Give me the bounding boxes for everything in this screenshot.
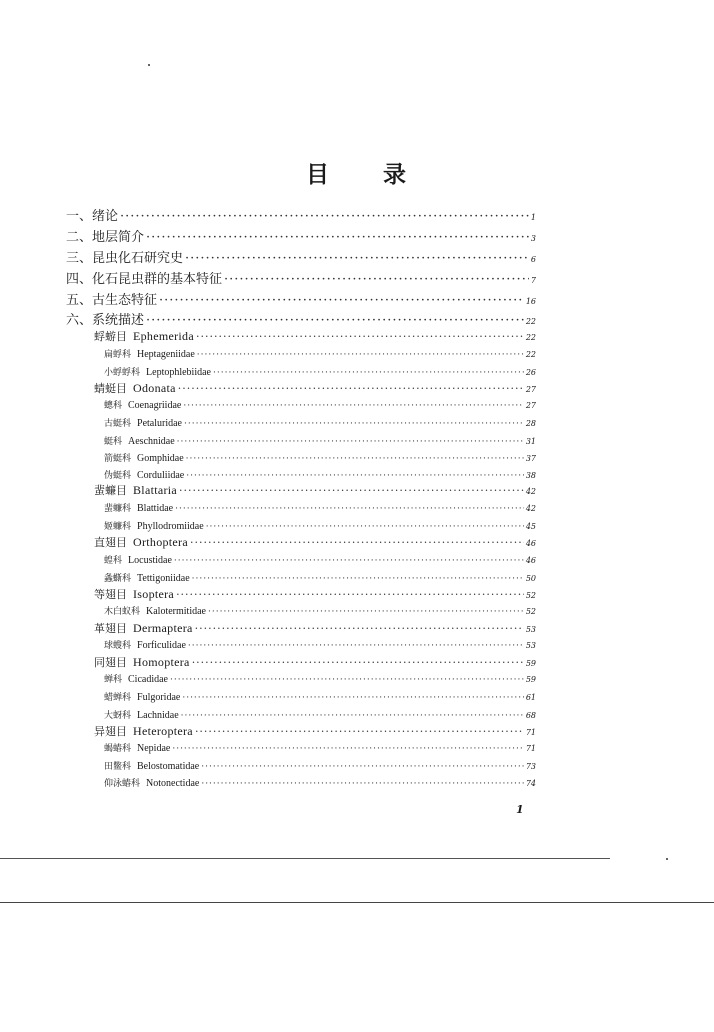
toc-page-number: 6: [530, 255, 536, 264]
toc-order-row[interactable]: [94, 534, 536, 550]
family-cn-name: 蝎蝽科: [104, 744, 132, 754]
toc-page-number: 46: [525, 556, 536, 565]
toc-family-row[interactable]: [104, 741, 536, 754]
family-cn-name: 蟌科: [104, 401, 123, 411]
family-latin-name: Blattidae: [137, 503, 174, 514]
dot-leader: [172, 744, 523, 754]
toc-section-label: 五、古生态特征: [66, 293, 158, 308]
order-latin-name: Heteroptera: [133, 724, 193, 738]
toc-order-row[interactable]: [94, 723, 536, 739]
toc-section-row[interactable]: [66, 205, 536, 224]
family-latin-name: Notonectidae: [146, 778, 200, 789]
toc-order-row[interactable]: [94, 586, 536, 602]
order-latin-name: Isoptera: [133, 587, 175, 601]
family-cn-name: 扁蜉科: [104, 350, 132, 360]
toc-page-number: 3: [530, 234, 536, 243]
toc-page-number: 59: [525, 675, 536, 684]
family-cn-name: 小蜉蜉科: [104, 368, 141, 378]
toc-page-number: 74: [525, 779, 536, 788]
toc-family-row[interactable]: [104, 604, 536, 617]
toc-family-row[interactable]: [104, 776, 536, 789]
toc-section-label: 二、地层简介: [66, 230, 145, 245]
order-latin-name: Homoptera: [133, 655, 190, 669]
order-cn-name: 等翅目: [94, 588, 127, 601]
toc-section-row[interactable]: [66, 289, 536, 308]
toc-family-row[interactable]: [104, 672, 536, 685]
dot-leader: [175, 504, 524, 514]
page-number: 1: [516, 803, 524, 816]
dot-leader: [120, 209, 529, 224]
scan-edge-line: [0, 858, 610, 859]
dot-leader: [208, 607, 524, 617]
order-cn-name: 蜻蜓目: [94, 382, 127, 395]
toc-page-number: 53: [525, 625, 536, 634]
family-latin-name: Forficulidae: [137, 640, 186, 651]
toc-page-number: 27: [525, 385, 536, 394]
dot-leader: [177, 437, 524, 447]
toc-family-row[interactable]: [104, 416, 536, 429]
family-cn-name: 田鳖科: [104, 762, 132, 772]
toc-family-row[interactable]: [104, 398, 536, 411]
toc-family-row[interactable]: [104, 571, 536, 584]
page-title: [0, 156, 714, 189]
dot-leader: [195, 622, 524, 635]
family-latin-name: Gomphidae: [137, 453, 184, 464]
order-cn-name: 直翅目: [94, 536, 127, 549]
toc-section-row[interactable]: [66, 309, 536, 328]
toc-section-row[interactable]: [66, 247, 536, 266]
toc-order-row[interactable]: [94, 380, 536, 396]
family-latin-name: Corduliidae: [137, 470, 185, 481]
family-cn-name: 蝉科: [104, 675, 123, 685]
toc-page-number: 50: [525, 574, 536, 583]
toc-page-number: 71: [525, 728, 536, 737]
family-latin-name: Leptophlebiidae: [146, 367, 211, 378]
order-cn-name: 革翅目: [94, 622, 127, 635]
family-latin-name: Nepidae: [137, 743, 171, 754]
scan-speck: [148, 64, 150, 66]
toc-section-label: 一、绪论: [66, 209, 119, 224]
toc-page-number: 28: [525, 419, 536, 428]
toc-section-label: 四、化石昆虫群的基本特征: [66, 272, 223, 287]
family-latin-name: Cicadidae: [128, 674, 168, 685]
dot-leader: [224, 272, 529, 287]
toc-page-number: 42: [525, 504, 536, 513]
family-latin-name: Phyllodromiidae: [137, 521, 204, 532]
family-cn-name: 蜓科: [104, 437, 123, 447]
order-latin-name: Blattaria: [133, 483, 178, 497]
family-cn-name: 仰泳蝽科: [104, 779, 141, 789]
dot-leader: [196, 330, 524, 343]
family-latin-name: Lachnidae: [137, 710, 179, 721]
family-latin-name: Belostomatidae: [137, 761, 200, 772]
toc-page-number: 53: [525, 641, 536, 650]
order-cn-name: 蜉蝣目: [94, 330, 127, 343]
toc-page-number: 22: [525, 350, 536, 359]
order-cn-name: 同翅目: [94, 656, 127, 669]
family-latin-name: Coenagriidae: [128, 400, 182, 411]
family-latin-name: Kalotermitidae: [146, 606, 206, 617]
toc-page-number: 52: [525, 591, 536, 600]
dot-leader: [179, 484, 524, 497]
dot-leader: [192, 656, 524, 669]
toc-page-number: 42: [525, 487, 536, 496]
family-cn-name: 箭蜓科: [104, 454, 132, 464]
toc-page-number: 27: [525, 401, 536, 410]
dot-leader: [159, 293, 524, 308]
title-char-2: 录: [383, 162, 408, 188]
toc-section-label: 六、系统描述: [66, 313, 145, 328]
dot-leader: [174, 556, 524, 566]
dot-leader: [184, 419, 524, 429]
toc-family-row[interactable]: [104, 501, 536, 514]
toc-order-row[interactable]: [94, 328, 536, 344]
toc-family-row[interactable]: [104, 638, 536, 651]
family-latin-name: Tettigoniidae: [137, 573, 190, 584]
dot-leader: [186, 454, 524, 464]
toc-family-row[interactable]: [104, 708, 536, 721]
toc-page-number: 22: [525, 333, 536, 342]
dot-leader: [201, 762, 524, 772]
family-cn-name: 古蜓科: [104, 419, 132, 429]
scan-edge-line: [0, 902, 714, 903]
toc-order-row[interactable]: [94, 482, 536, 498]
dot-leader: [192, 574, 524, 584]
dot-leader: [197, 350, 524, 360]
toc-family-row[interactable]: [104, 434, 536, 447]
dot-leader: [170, 675, 524, 685]
scan-speck: [666, 858, 668, 860]
toc-page-number: 59: [525, 659, 536, 668]
order-latin-name: Odonata: [133, 381, 176, 395]
toc-section-label: 三、昆虫化石研究史: [66, 251, 184, 266]
dot-leader: [213, 368, 524, 378]
toc-order-row[interactable]: [94, 620, 536, 636]
dot-leader: [178, 382, 524, 395]
toc-order-row[interactable]: [94, 654, 536, 670]
dot-leader: [190, 536, 524, 549]
toc-family-row[interactable]: [104, 468, 536, 481]
family-cn-name: 螽蟖科: [104, 574, 132, 584]
family-latin-name: Petaluridae: [137, 418, 182, 429]
family-latin-name: Locustidae: [128, 555, 172, 566]
family-cn-name: 伪蜓科: [104, 471, 132, 481]
toc-page-number: 1: [530, 213, 536, 222]
order-latin-name: Ephemerida: [133, 329, 194, 343]
toc-page-number: 16: [525, 297, 536, 306]
family-cn-name: 球螋科: [104, 641, 132, 651]
dot-leader: [182, 693, 523, 703]
dot-leader: [146, 313, 524, 328]
toc-page-number: 22: [525, 317, 536, 326]
dot-leader: [185, 251, 529, 266]
dot-leader: [188, 641, 524, 651]
toc-section-row[interactable]: [66, 226, 536, 245]
dot-leader: [206, 522, 524, 532]
family-cn-name: 大蚜科: [104, 711, 132, 721]
dot-leader: [195, 725, 524, 738]
toc-family-row[interactable]: [104, 347, 536, 360]
toc-page-number: 68: [525, 711, 536, 720]
toc-page-number: 61: [525, 693, 536, 702]
dot-leader: [181, 711, 524, 721]
toc-page-number: 26: [525, 368, 536, 377]
family-cn-name: 蝗科: [104, 556, 123, 566]
toc-page-number: 73: [525, 762, 536, 771]
dot-leader: [176, 588, 524, 601]
toc-page-number: 52: [525, 607, 536, 616]
dot-leader: [183, 401, 523, 411]
toc-family-row[interactable]: [104, 553, 536, 566]
dot-leader: [186, 471, 524, 481]
order-cn-name: 异翅目: [94, 725, 127, 738]
dot-leader: [146, 230, 529, 245]
family-cn-name: 蜡蝉科: [104, 693, 132, 703]
toc-page-number: 45: [525, 522, 536, 531]
order-latin-name: Orthoptera: [133, 535, 188, 549]
family-cn-name: 姬蠊科: [104, 522, 132, 532]
toc-family-row[interactable]: [104, 519, 536, 532]
order-cn-name: 蜚蠊目: [94, 484, 127, 497]
title-char-1: 目: [306, 162, 331, 188]
toc-page-number: 38: [525, 471, 536, 480]
toc-page-number: 37: [525, 454, 536, 463]
toc-page-number: 46: [525, 539, 536, 548]
toc-family-row[interactable]: [104, 365, 536, 378]
family-latin-name: Fulgoridae: [137, 692, 181, 703]
family-latin-name: Heptageniidae: [137, 349, 195, 360]
toc-section-row[interactable]: [66, 268, 536, 287]
toc-family-row[interactable]: [104, 690, 536, 703]
dot-leader: [201, 779, 523, 789]
toc-page-number: 7: [530, 276, 536, 285]
family-cn-name: 木白蚁科: [104, 607, 141, 617]
toc-family-row[interactable]: [104, 759, 536, 772]
toc-page-number: 31: [525, 437, 536, 446]
toc-page-number: 71: [525, 744, 536, 753]
family-latin-name: Aeschnidae: [128, 436, 175, 447]
toc-family-row[interactable]: [104, 451, 536, 464]
order-latin-name: Dermaptera: [133, 621, 193, 635]
family-cn-name: 蜚蠊科: [104, 504, 132, 514]
